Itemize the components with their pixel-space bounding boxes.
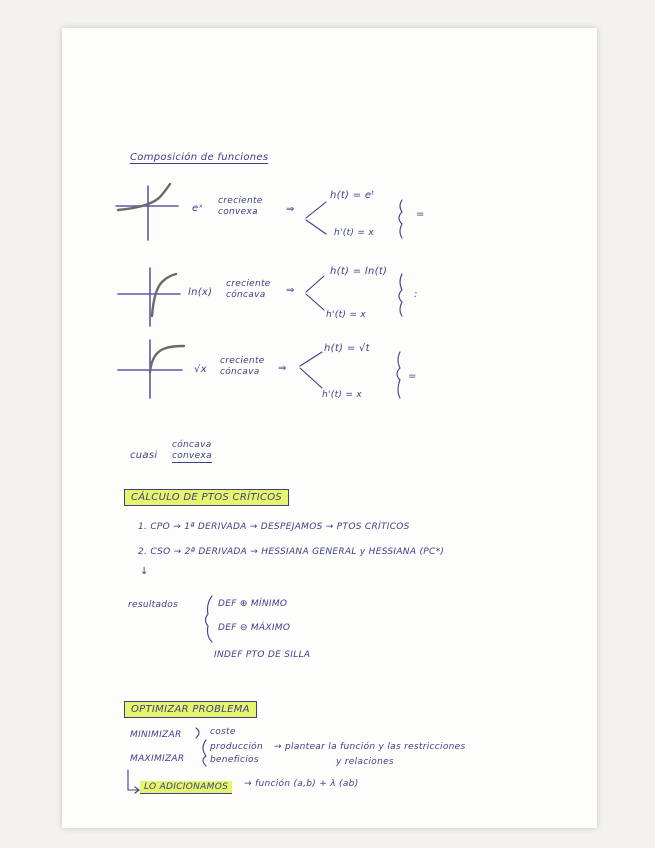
cuasi-word: cuasi <box>130 450 158 461</box>
func2-name: ln(x) <box>188 287 213 298</box>
func2-eq: : <box>414 289 418 300</box>
result-saddle: INDEF PTO DE SILLA <box>214 650 311 660</box>
func1-name: eˣ <box>192 203 204 214</box>
item-produccion: producción <box>210 742 263 752</box>
results-label: resultados <box>128 600 179 610</box>
func2-h: h(t) = ln(t) <box>330 266 388 277</box>
func3-hprime: h'(t) = x <box>322 390 363 400</box>
func1-h: h(t) = eᵗ <box>330 190 375 201</box>
func3-prop2: cóncava <box>220 367 260 377</box>
lagrange-label: LO ADICIONAMOS <box>140 781 232 794</box>
item-beneficios: beneficios <box>210 755 259 765</box>
func2-prop1: creciente <box>226 279 271 289</box>
func3-props <box>220 356 265 378</box>
func1-prop2: convexa <box>218 207 258 217</box>
section2-down-arrow: ↓ <box>140 566 149 577</box>
func3-name: √x <box>194 364 207 375</box>
section2-line1: 1. CPO → 1ª DERIVADA → DESPEJAMOS → PTOS CRÍTICOS <box>138 522 410 532</box>
section2-line2: 2. CSO → 2ª DERIVADA → HESSIANA GENERAL y HESSIANA (PC*) <box>138 547 445 557</box>
cuasi-prop1: cóncava <box>172 440 212 450</box>
lagrange-formula: → función (a,b) + λ (ab) <box>244 779 359 789</box>
func2-hprime: h'(t) = x <box>326 310 367 320</box>
implies-arrow-3: ⇒ <box>278 363 287 374</box>
cuasi-props <box>172 440 212 463</box>
func3-h: h(t) = √t <box>324 343 370 354</box>
func3-prop1: creciente <box>220 356 265 366</box>
optimize-result2: y relaciones <box>336 757 394 767</box>
func2-prop2: cóncava <box>226 290 266 300</box>
section2-title: CÁLCULO DE PTOS CRÍTICOS <box>124 489 289 506</box>
func2-props <box>226 279 271 301</box>
section3-title: OPTIMIZAR PROBLEMA <box>124 701 257 718</box>
maximizar-label: MAXIMIZAR <box>130 754 185 764</box>
func3-eq: = <box>408 371 417 382</box>
func1-prop1: creciente <box>218 196 263 206</box>
item-coste: coste <box>210 727 236 737</box>
cuasi-prop2: convexa <box>172 451 212 461</box>
minimizar-label: MINIMIZAR <box>130 730 182 740</box>
func1-hprime: h'(t) = x <box>334 228 375 238</box>
page-title: Composición de funciones <box>130 152 269 163</box>
implies-arrow-1: ⇒ <box>286 204 295 215</box>
optimize-result: → plantear la función y las restricciones <box>274 742 466 752</box>
func1-eq: = <box>416 209 425 220</box>
implies-arrow-2: ⇒ <box>286 285 295 296</box>
result-max: DEF ⊖ MÁXIMO <box>218 623 291 633</box>
result-min: DEF ⊕ MÍNIMO <box>218 599 288 609</box>
func1-props <box>218 196 263 218</box>
